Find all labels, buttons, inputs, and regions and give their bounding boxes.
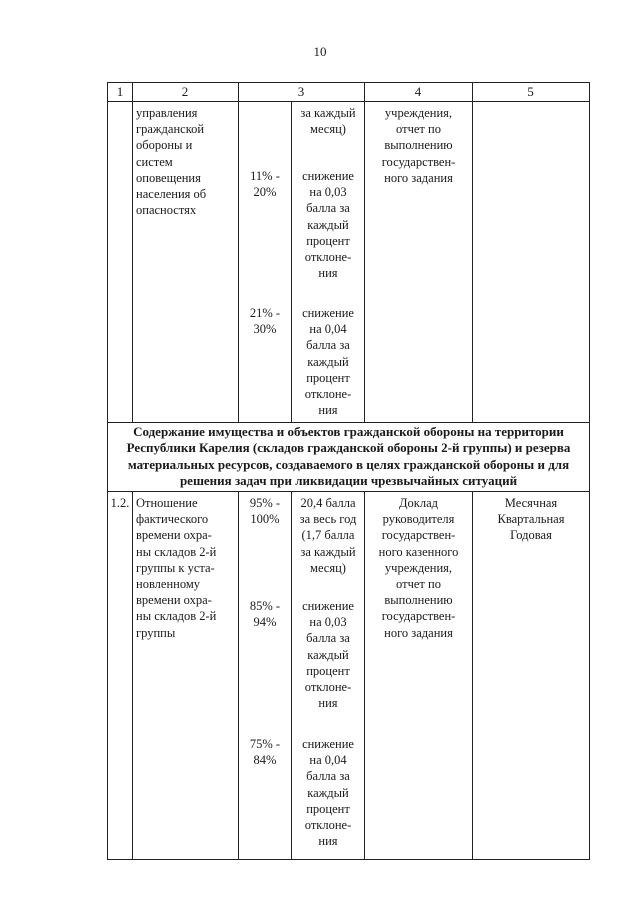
col-divider-1	[132, 83, 133, 422]
item-number: 1.2.	[110, 496, 130, 510]
header-col-4: 4	[414, 84, 422, 99]
header-col-3: 3	[297, 84, 305, 99]
range-11-20: 11% - 20%	[250, 169, 280, 200]
value-85-94: снижение на 0,03 балла за каждый процент отклоне- ния	[302, 599, 354, 711]
col-divider-4-lower	[472, 491, 473, 859]
header-col-1: 1	[116, 84, 124, 99]
indicator-continuation: управления гражданской обороны и систем оповещения населения об опасностях	[136, 106, 207, 218]
header-rule	[108, 101, 589, 102]
range-75-84: 75% - 84%	[249, 737, 281, 768]
item-indicator: Отношение фактического времени охра- ны складов 2-й группы к уста- новленному времени охра- ны складов 2-й группы	[136, 496, 217, 640]
col-divider-2	[238, 83, 239, 422]
col-divider-1-lower	[132, 491, 133, 859]
range-85-94: 85% - 94%	[249, 599, 281, 630]
value-continuation: за каждый месяц)	[300, 106, 356, 137]
col-divider-4	[472, 83, 473, 422]
col-divider-2-lower	[238, 491, 239, 859]
item-report: Доклад руководителя государствен- ного казенного учреждения, отчет по выполнению государствен- ного задания	[378, 496, 459, 640]
report-continuation: учреждения, отчет по выполнению государствен- ного задания	[381, 106, 456, 185]
value-75-84: снижение на 0,04 балла за каждый процент отклоне- ния	[302, 737, 354, 849]
value-21-30: снижение на 0,04 балла за каждый процент отклоне- ния	[302, 306, 354, 418]
criteria-table	[107, 82, 590, 860]
range-21-30: 21% - 30%	[249, 306, 281, 337]
value-95-100: 20,4 балла за весь год (1,7 балла за каждый месяц)	[299, 496, 357, 575]
value-11-20: снижение на 0,03 балла за каждый процент отклоне- ния	[302, 169, 354, 281]
header-col-5: 5	[527, 84, 534, 99]
range-95-100: 95% - 100%	[249, 496, 281, 527]
item-period: Месячная Квартальная Годовая	[497, 496, 565, 543]
header-col-2: 2	[181, 84, 189, 99]
section-bottom-rule	[108, 491, 589, 492]
page-number: 10	[313, 44, 327, 59]
section-title: Содержание имущества и объектов гражданской обороны на территории Республики Карелия (складов гражданской обороны 2-й группы) и резерва материальных ресурсов, создаваемого в целях гражданской обороны и для решения задач при ликвидации чрезвычайных ситуаций	[126, 424, 571, 489]
